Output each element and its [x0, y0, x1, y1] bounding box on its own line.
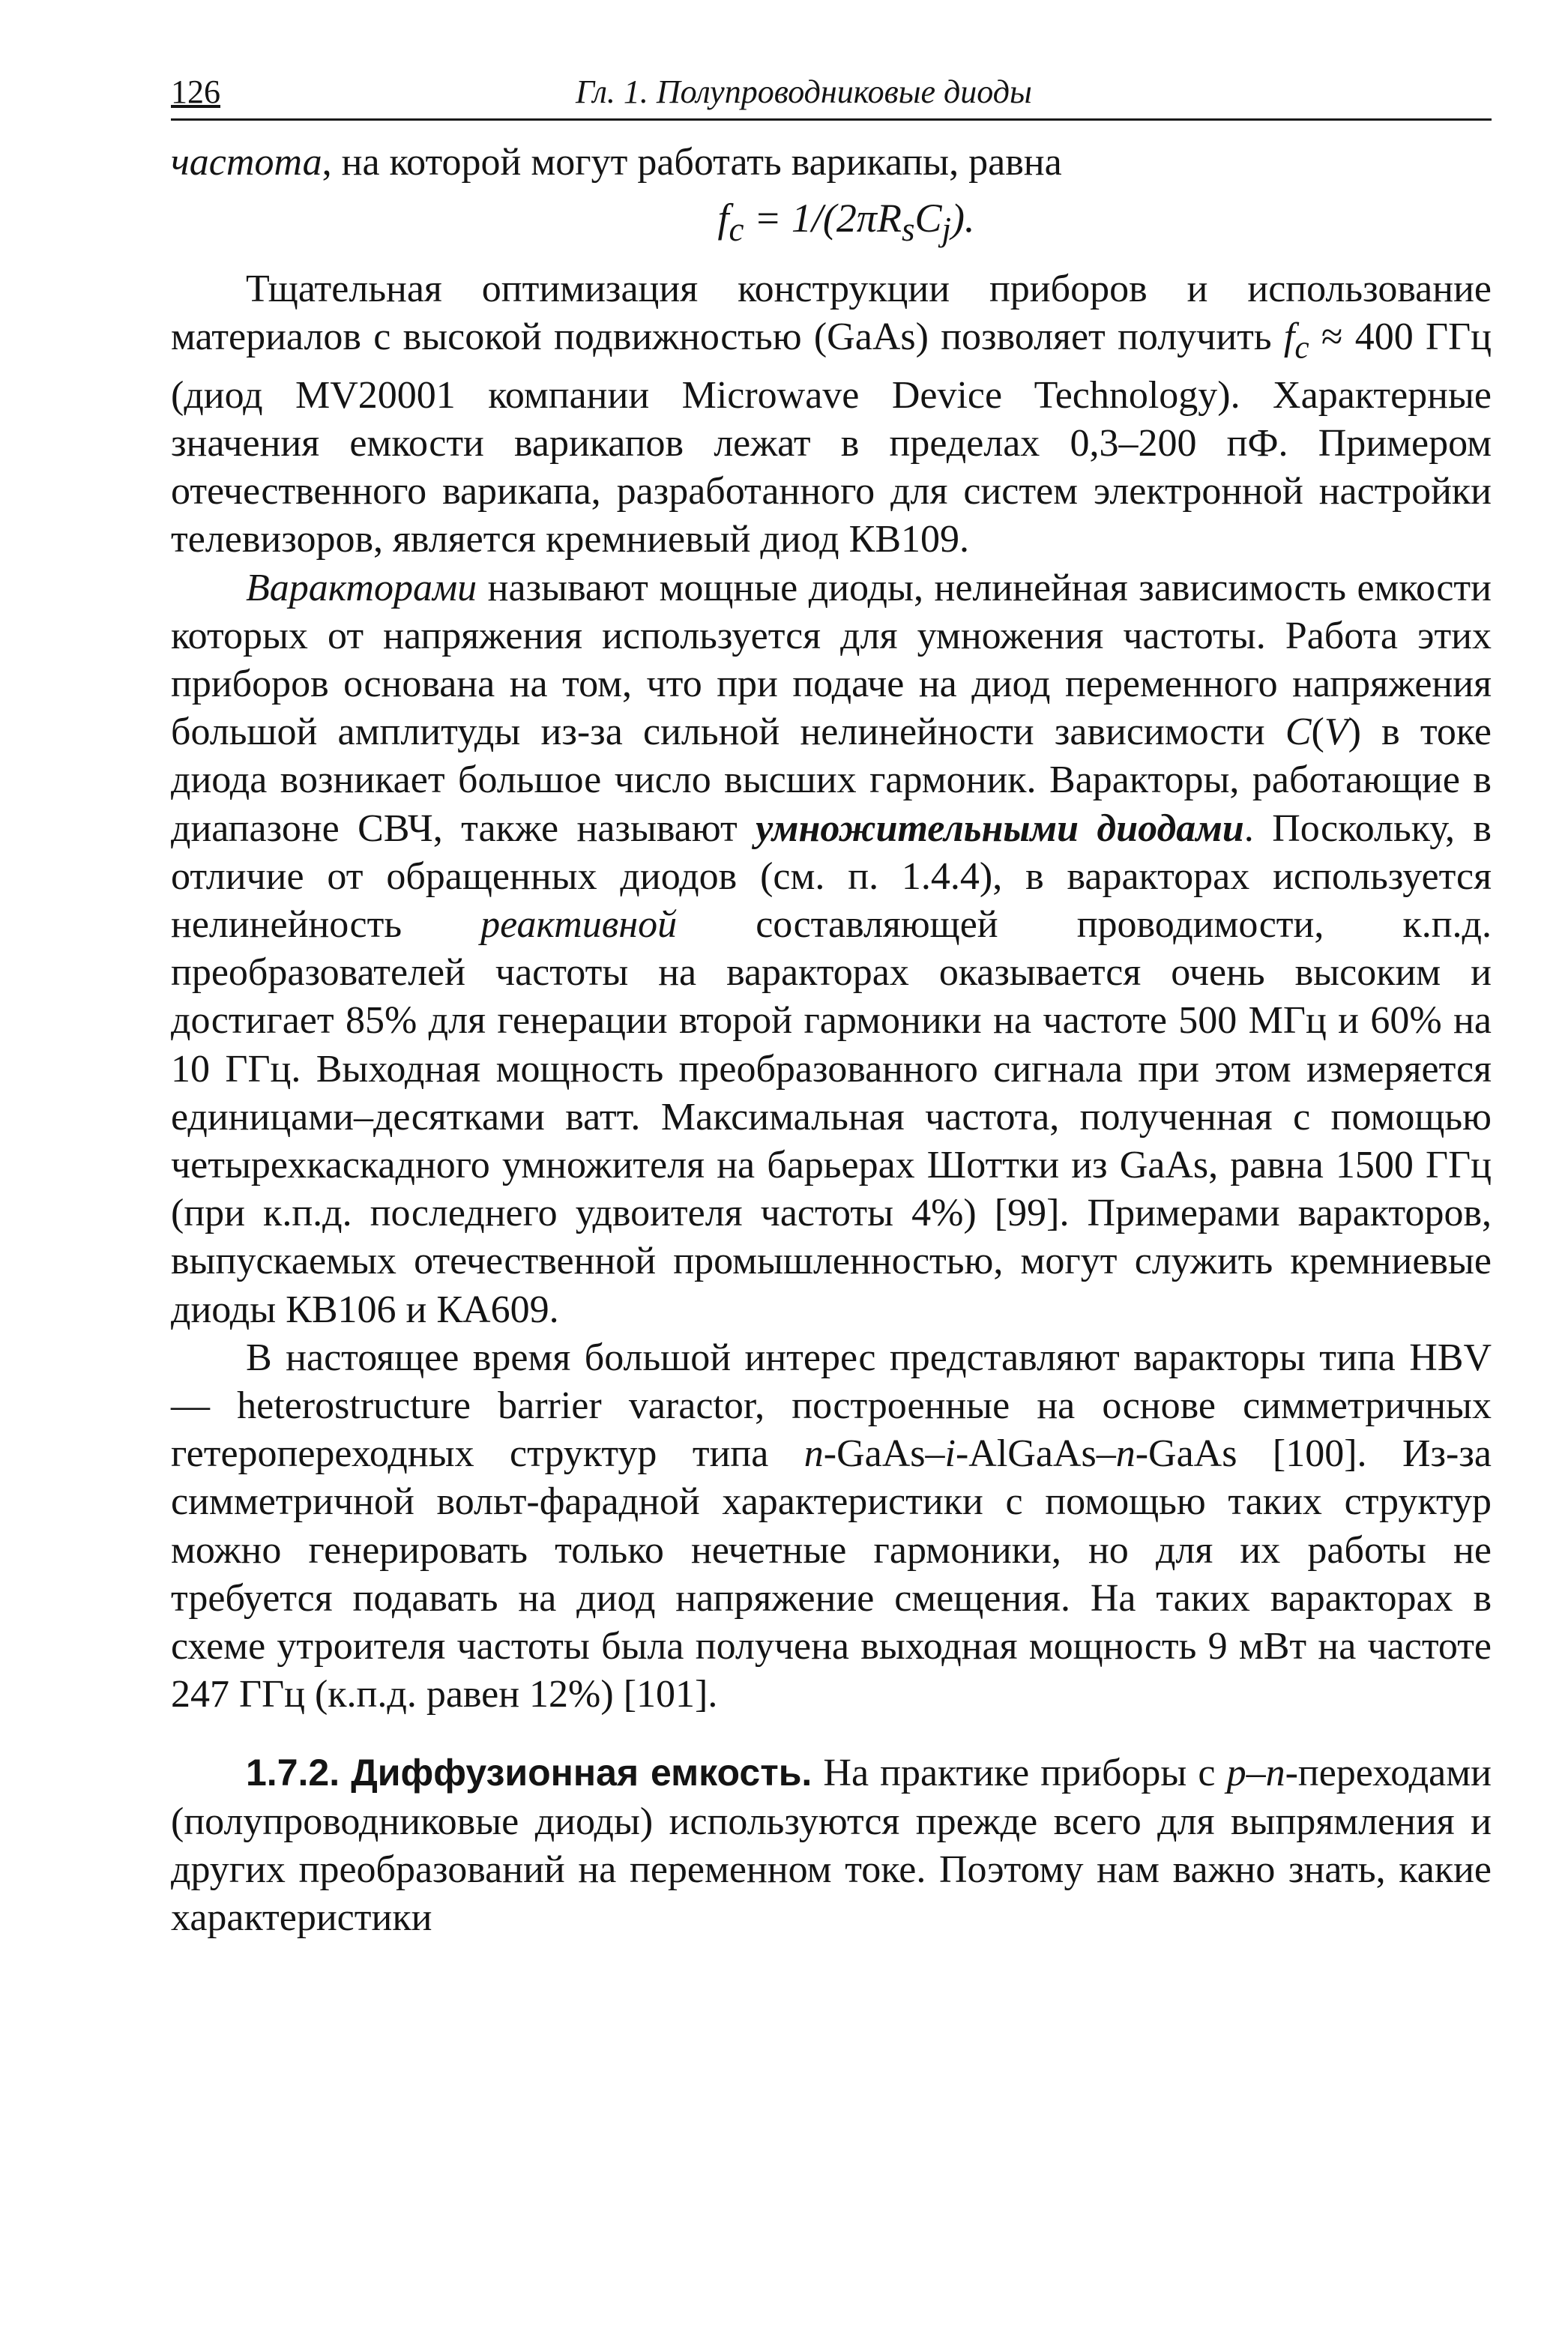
paragraph-varicap-optimization: Тщательная оптимизация конструкции приборов и использование материалов с высокой подвижностью (GaAs) позволяет получить $f_c \approx 400$ ГГц (диод MV20001 компании Microwave Device Technology). Характерные значения емкости варикапов лежат в пределах 0,3–200 пФ. Примером отечественного варикапа, разработанного для систем электронной настройки телевизоров, является кремниевый диод КВ109.	[171, 268, 1492, 561]
section-text: На практике приборы с p–n-переходами (полупроводниковые диоды) используются прежде всего для выпрямления и других преобразований на переменном токе. Поэтому нам важно знать, какие характеристики	[171, 1752, 1492, 1940]
section-diffusion-capacitance	[171, 1749, 1492, 1942]
intro-line	[171, 139, 1492, 187]
section-number: 1.7.2.	[246, 1752, 340, 1794]
chapter-title: Гл. 1. Полупроводниковые диоды	[576, 73, 1032, 110]
intro-rest: , на которой могут работать варикапы, равна	[322, 141, 1062, 184]
formula-cutoff-frequency: $f_c = 1/(2\pi R_sC_j)$.	[717, 196, 975, 248]
running-header	[171, 66, 1492, 121]
page-number: 126	[171, 73, 220, 110]
section-title: Диффузионная емкость.	[351, 1752, 812, 1794]
body-text	[171, 139, 1492, 1942]
document-page	[171, 66, 1492, 1942]
intro-term: частота	[171, 141, 322, 184]
paragraph-varactors: Варакторами называют мощные диоды, нелинейная зависимость емкости которых от напряжения используется для умножения частоты. Работа этих приборов основана на том, что при подаче на диод переменного напряжения большой амплитуды из-за сильной нелинейности зависимости C(V) в токе диода возникает большое число высших гармоник. Варакторы, работающие в диапазоне СВЧ, также называют умножительными диодами. Поскольку, в отличие от обращенных диодов (см. п. 1.4.4), в варакторах используется нелинейность реактивной составляющей проводимости, к.п.д. преобразователей частоты на варакторах оказывается очень высоким и достигает 85% для генерации второй гармоники на частоте 500 МГц и 60% на 10 ГГц. Выходная мощность преобразованного сигнала при этом измеряется единицами–десятками ватт. Максимальная частота, полученная с помощью четырехкаскадного умножителя на барьерах Шоттки из GaAs, равна 1500 ГГц (при к.п.д. последнего удвоителя частоты 4%) [99]. Примерами варакторов, выпускаемых отечественной промышленностью, могут служить кремниевые диоды КВ106 и КА609.	[171, 566, 1492, 1331]
paragraph-hbv: В настоящее время большой интерес представляют варакторы типа HBV — heterostructure barrier varactor, построенные на основе симметричных гетеропереходных структур типа n-GaAs–i-AlGaAs–n-GaAs [100]. Из-за симметричной вольт-фарадной характеристики с помощью таких структур можно генерировать только нечетные гармоники, но для их работы не требуется подавать на диод напряжение смещения. На таких варакторах в схеме утроителя частоты была получена выходная мощность 9 мВт на частоте 247 ГГц (к.п.д. равен 12%) [101].	[171, 1336, 1492, 1716]
